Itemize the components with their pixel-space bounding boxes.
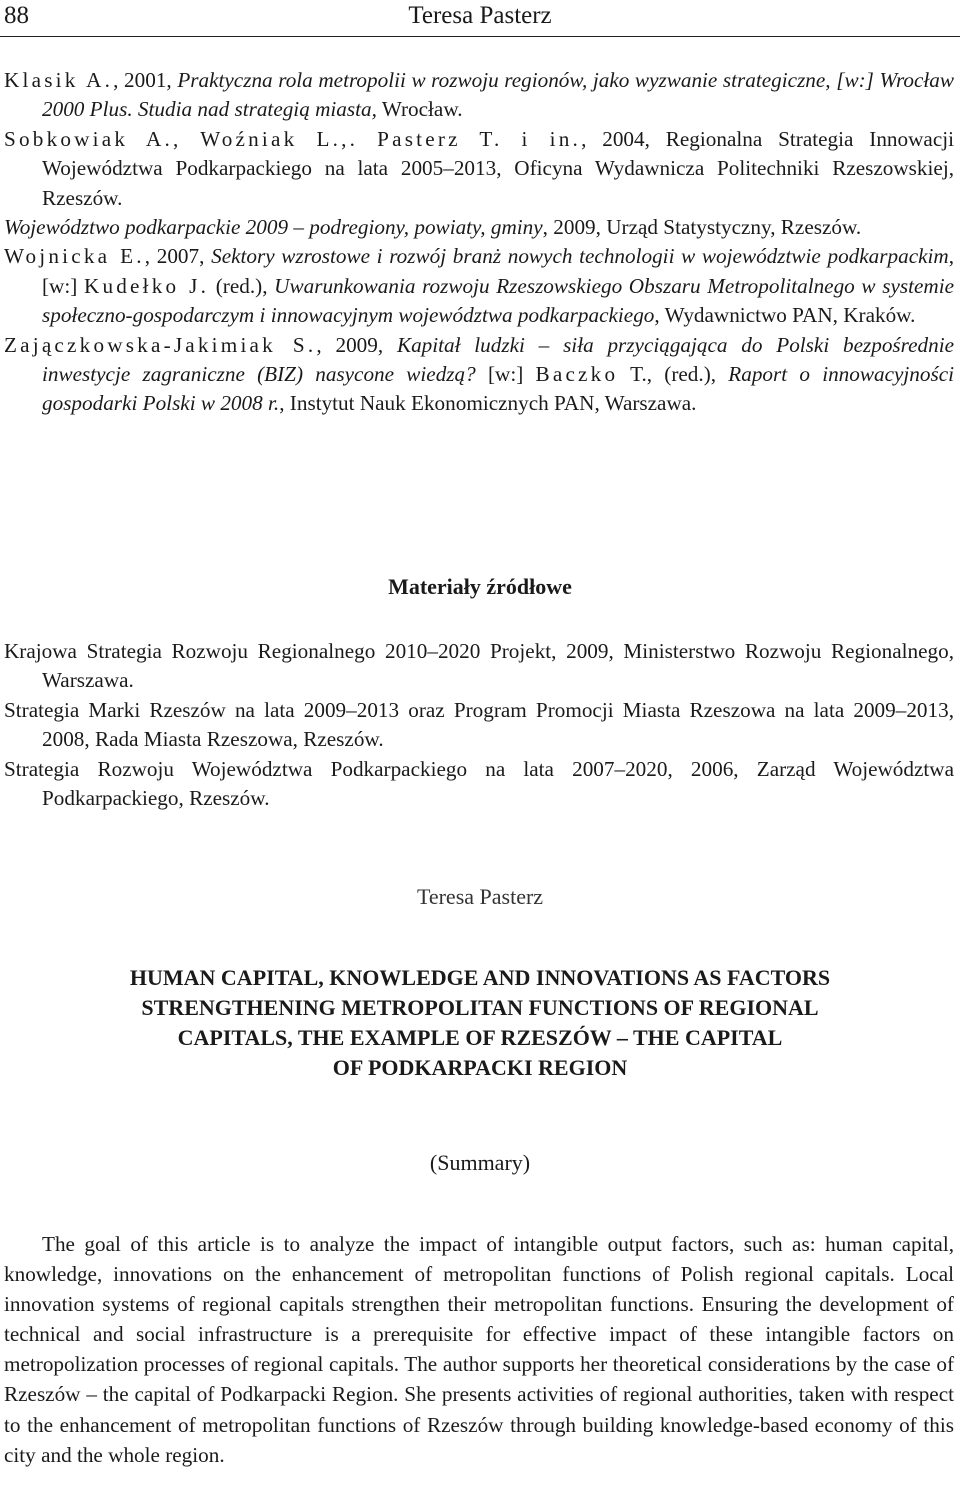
reference-details: , 2009, bbox=[316, 332, 397, 357]
reference-publisher: Wrocław. bbox=[376, 97, 463, 122]
reference-book-title: Uwarunkowania rozwoju Rzeszowskiego Obszaru Metropolitalnego w systemie społeczno-gospodarczym i innowacyjnym województwa podkarpackiego bbox=[42, 273, 954, 328]
source-entry: Strategia Rozwoju Województwa Podkarpackiego na lata 2007–2020, 2006, Zarząd Województwa Podkarpackiego, Rzeszów. bbox=[4, 756, 954, 811]
reference-details: , 2001, bbox=[113, 68, 178, 92]
reference-list bbox=[4, 66, 954, 419]
english-title-line: HUMAN CAPITAL, KNOWLEDGE AND INNOVATIONS AS FACTORS bbox=[129, 965, 831, 990]
reference-connector: , [w:] bbox=[42, 244, 954, 298]
summary-label: (Summary) bbox=[429, 1150, 531, 1175]
summary-text: The goal of this article is to analyze the impact of intangible output factors, such as: human capital, knowledge, innovations on the enhancement of metropolitan functions of Polish regional capitals. Local innovation systems of regional capitals strengthen their metropolitan functions. Ensuring the development of technical and social infrastructure is a prerequisite for effective impact of these intangible factors on metropolization processes of regional capitals. The author supports her theoretical considerations by the case of Rzeszów – the capital of Podkarpacki Region. She presents activities of regional authorities, taken with respect to the enhancement of metropolitan functions of Rzeszów through building knowledge-based economy of this city and the whole region. bbox=[4, 1232, 954, 1467]
reference-details: , 2007, bbox=[144, 244, 212, 269]
summary-author: Teresa Pasterz bbox=[416, 884, 544, 909]
reference-connector: [w:] bbox=[475, 362, 536, 387]
reference-details: , 2004, Regionalna Strategia Innowacji Województwa Podkarpackiego na lata 2005–2013, Oficyna Wydawnicza Politechniki Rzeszowskiej, Rzeszów. bbox=[42, 126, 954, 210]
reference-author: Zajączkowska-Jakimiak S. bbox=[4, 332, 317, 357]
reference-author: Sobkowiak A., Woźniak L.,. Pasterz T. i in. bbox=[4, 126, 582, 151]
english-title bbox=[0, 963, 960, 1083]
reference-publisher: , Wydawnictwo PAN, Kraków. bbox=[654, 303, 916, 328]
reference-author: Wojnicka E. bbox=[4, 244, 145, 269]
reference-publisher: , 2009, Urząd Statystyczny, Rzeszów. bbox=[542, 215, 862, 240]
reference-editor: Kudełko J. bbox=[83, 273, 210, 298]
reference-publisher: , Instytut Nauk Ekonomicznych PAN, Warszawa. bbox=[279, 391, 697, 416]
english-title-line: STRENGTHENING METROPOLITAN FUNCTIONS OF REGIONAL bbox=[141, 995, 819, 1020]
reference-entry bbox=[4, 66, 954, 125]
reference-editor-note: (red.), bbox=[209, 273, 275, 298]
reference-entry bbox=[4, 213, 954, 242]
reference-editor: Baczko bbox=[535, 362, 619, 387]
reference-entry bbox=[4, 331, 954, 419]
english-title-line: CAPITALS, THE EXAMPLE OF RZESZÓW – THE CAPITAL bbox=[177, 1025, 783, 1050]
reference-entry bbox=[4, 242, 954, 330]
page-header bbox=[0, 0, 960, 37]
source-entry: Strategia Marki Rzeszów na lata 2009–2013 oraz Program Promocji Miasta Rzeszowa na lata 2009–2013, 2008, Rada Miasta Rzeszowa, Rzeszów. bbox=[4, 697, 954, 752]
reference-editor-note: T., (red.), bbox=[618, 362, 729, 387]
reference-title: Województwo podkarpackie 2009 – podregiony, powiaty, gminy bbox=[4, 215, 543, 240]
reference-title: Kapitał ludzki – siła przyciągająca do Polski bezpośrednie inwestycje zagraniczne (BIZ) nasycone wiedzą? bbox=[42, 332, 955, 387]
reference-book-title: Raport o innowacyjności gospodarki Polski w 2008 r. bbox=[42, 362, 954, 416]
english-title-line: OF PODKARPACKI REGION bbox=[332, 1055, 628, 1080]
reference-author: Klasik A. bbox=[4, 68, 114, 92]
page-number: 88 bbox=[4, 2, 29, 29]
reference-title: Sektory wzrostowe i rozwój branż nowych technologii w województwie podkarpackim bbox=[211, 244, 949, 269]
reference-entry bbox=[4, 125, 954, 213]
sources-heading: Materiały źródłowe bbox=[388, 574, 572, 599]
reference-title: Praktyczna rola metropolii w rozwoju regionów, jako wyzwanie strategiczne, [w:] Wrocław 2000 Plus. Studia nad strategią miasta, bbox=[42, 68, 955, 122]
running-head: Teresa Pasterz bbox=[408, 2, 552, 29]
source-list bbox=[4, 637, 954, 813]
source-entry: Krajowa Strategia Rozwoju Regionalnego 2010–2020 Projekt, 2009, Ministerstwo Rozwoju Regionalnego, Warszawa. bbox=[4, 639, 954, 693]
